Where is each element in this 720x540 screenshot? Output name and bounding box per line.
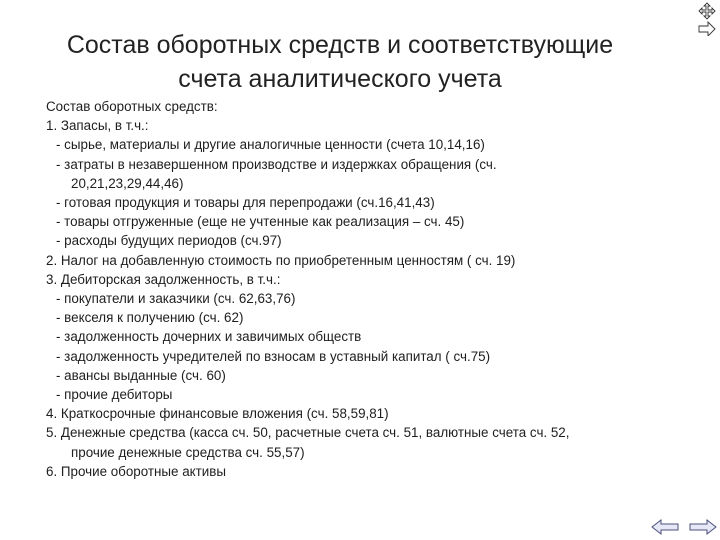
- content-line: 3. Дебиторская задолженность, в т.ч.:: [46, 271, 281, 287]
- title-line-1: Состав оборотных средств и соответствующие: [66, 31, 614, 59]
- title-line-2: счета аналитического учета: [178, 65, 502, 93]
- content-line: 4. Краткосрочные финансовые вложения (сч. 58,59,81): [46, 406, 389, 422]
- slide-content: [46, 97, 686, 481]
- content-line: 5. Денежные средства (касса сч. 50, расчетные счета сч. 51, валютные счета сч. 52,: [46, 425, 570, 441]
- content-line: - прочие дебиторы: [56, 387, 173, 403]
- content-line: - покупатели и заказчики (сч. 62,63,76): [56, 291, 296, 307]
- content-line: 6. Прочие оборотные активы: [46, 463, 227, 479]
- content-line: - готовая продукция и товары для перепродажи (сч.16,41,43): [56, 195, 435, 211]
- arrow-left-icon[interactable]: [652, 520, 678, 534]
- arrow-right-icon[interactable]: [690, 520, 716, 534]
- nav-top-group: [698, 2, 716, 36]
- arrow-right-icon[interactable]: [699, 22, 715, 36]
- content-line: - авансы выданные (сч. 60): [56, 367, 226, 383]
- content-line: 2. Налог на добавленную стоимость по приобретенным ценностям ( сч. 19): [46, 252, 516, 268]
- slide-title: [30, 28, 650, 96]
- content-line: прочие денежные средства сч. 55,57): [71, 444, 305, 460]
- move-icon[interactable]: [699, 3, 715, 19]
- content-line: - задолженность дочерних и завичимых обществ: [56, 329, 362, 345]
- content-line: 20,21,23,29,44,46): [71, 175, 184, 191]
- content-line: - товары отгруженные (еще не учтенные как реализация – сч. 45): [56, 214, 465, 230]
- content-line: - расходы будущих периодов (сч.97): [56, 233, 282, 249]
- content-line: - сырье, материалы и другие аналогичные ценности (счета 10,14,16): [56, 137, 485, 153]
- content-line: Состав оборотных средств:: [46, 99, 218, 114]
- nav-bottom-group: [650, 518, 718, 536]
- content-line: - векселя к получению (сч. 62): [56, 310, 244, 326]
- content-line: - затраты в незавершенном производстве и издержках обращения (сч.: [56, 156, 497, 172]
- content-line: - задолженность учредителей по взносам в уставный капитал ( сч.75): [56, 348, 491, 364]
- content-line: 1. Запасы, в т.ч.:: [46, 118, 149, 134]
